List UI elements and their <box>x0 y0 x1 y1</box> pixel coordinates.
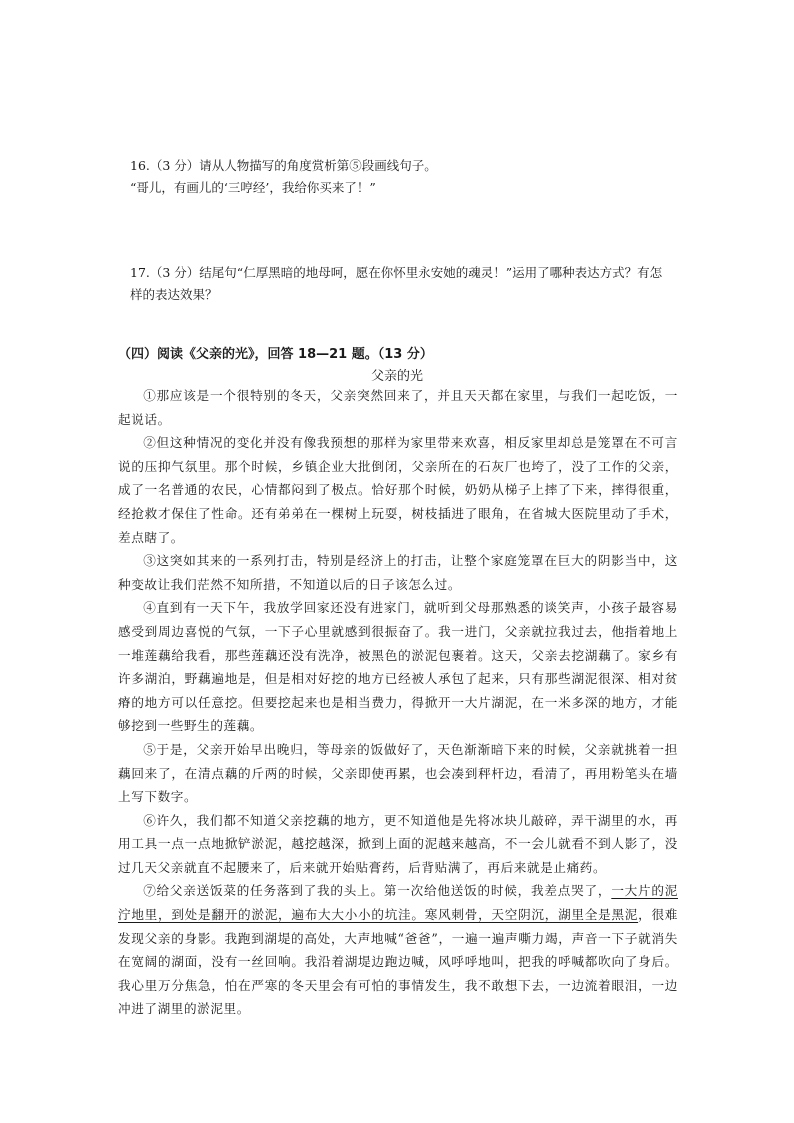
question-16 <box>130 155 670 199</box>
question-17 <box>130 262 670 306</box>
question-16-quote: “哥儿，有画儿的‘三哼经’，我给你买来了！” <box>130 180 376 195</box>
paragraph-7-start: ⑦给父亲送饭菜的任务落到了我的头上。第一次给他送饭的时候，我差点哭了， <box>143 883 612 899</box>
question-16-prompt: 16.（3 分）请从人物描写的角度赏析第⑤段画线句子。 <box>130 158 437 173</box>
article-title: 父亲的光 <box>370 369 423 384</box>
paragraph-1: ①那应该是一个很特别的冬天，父亲突然回来了，并且天天都在家里，与我们一起吃饭，一起说话。 <box>118 388 678 427</box>
paragraph-7-end: ，很难发现父亲的身影。我跑到湖堤的高处，大声地喊“爸爸”，一遍一遍声嘶力竭，声音一下子就消失在宽阔的湖面，没有一丝回响。我沿着湖堤边跑边喊，风呼呼地叫，把我的呼喊都吹向了身后。我心里万分焦急，怕在严寒的冬天里会有可怕的事情发生，我不敢想下去，一边流着眼泪，一边冲进了湖里的淤泥里。 <box>118 907 678 1017</box>
underlined-sentence: 一大片的泥泞地里，到处是翻开的淤泥，遍布大大小小的坑洼。寒风刺骨，天空阴沉，湖里全是黑泥 <box>118 883 679 923</box>
paragraph-4: ④直到有一天下午，我放学回家还没有进家门，就听到父母那熟悉的谈笑声，小孩子最容易感受到周边喜悦的气氛，一下子心里就感到很振奋了。我一进门，父亲就拉我过去，他指着地上一堆莲藕给我看，那些莲藕还没有洗净，被黑色的淤泥包裹着。这天，父亲去挖湖藕了。家乡有许多湖泊，野藕遍地是，但是相对好挖的地方已经被人承包了起来，只有那些湖泥很深、相对贫瘠的地方可以任意挖。但要挖起来也是相当费力，得掀开一大片湖泥，在一米多深的地方，才能够挖到一些野生的莲藕。 <box>118 600 678 734</box>
paragraph-3: ③这突如其来的一系列打击，特别是经济上的打击，让整个家庭笼罩在巨大的阴影当中，这种变故让我们茫然不知所措，不知道以后的日子该怎么过。 <box>118 553 678 592</box>
paragraph-5: ⑤于是，父亲开始早出晚归，等母亲的饭做好了，天色渐渐暗下来的时候，父亲就挑着一担藕回来了，在清点藕的斤两的时候，父亲即使再累，也会凑到秤杆边，看清了，再用粉笔头在墙上写下数字。 <box>118 741 678 805</box>
paragraph-7 <box>118 879 678 1021</box>
paragraph-6: ⑥许久，我们都不知道父亲挖藕的地方，更不知道他是先将冰块儿敲碎，弄干湖里的水，再用工具一点一点地掀铲淤泥，越挖越深，掀到上面的泥越来越高，不一会儿就看不到人影了，没过几天父亲就直不起腰来了，后来就开始贴膏药，后背贴满了，再后来就是止痛药。 <box>118 812 678 875</box>
question-17-prompt: 17.（3 分）结尾句“仁厚黑暗的地母呵，愿在你怀里永安她的魂灵！”运用了哪种表达方式？有怎样的表达效果？ <box>130 265 663 302</box>
article-body <box>118 384 678 1021</box>
paragraph-2: ②但这种情况的变化并没有像我预想的那样为家里带来欢喜，相反家里却总是笼罩在不可言说的压抑气氛里。那个时候，乡镇企业大批倒闭，父亲所在的石灰厂也垮了，没了工作的父亲，成了一名普通的农民，心情都闷到了极点。恰好那个时候，奶奶从梯子上摔了下来，摔得很重，经抢救才保住了性命。还有弟弟在一棵树上玩耍，树枝插进了眼角，在省城大医院里动了手术，差点瞎了。 <box>118 435 678 545</box>
section-heading: （四）阅读《父亲的光》，回答 18—21 题。（13 分） <box>118 347 433 362</box>
